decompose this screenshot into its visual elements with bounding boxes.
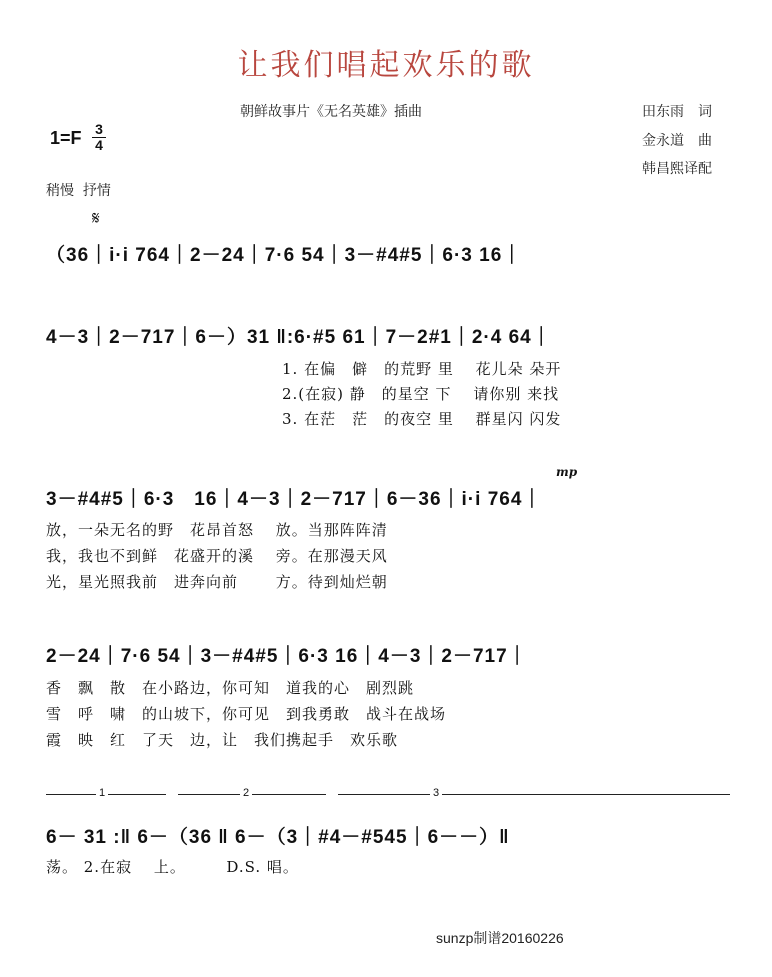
staff-line-1: （36｜i·i 764｜2－24｜7·6 54｜3－#4#5｜6·3 16｜ bbox=[46, 245, 523, 266]
lyric-line: 放，一朵无名的野 花昂首怒 放。当那阵阵清 bbox=[46, 521, 388, 539]
staff-line-4: 2－24｜7·6 54｜3－#4#5｜6·3 16｜4－3｜2－717｜ bbox=[46, 646, 528, 667]
composer-credit: 金永道 曲 bbox=[642, 133, 712, 149]
translator-credit: 韩昌熙译配 bbox=[642, 161, 712, 177]
volta-number: 2 bbox=[240, 787, 252, 799]
volta-number: 1 bbox=[96, 787, 108, 799]
time-sig-bottom: 4 bbox=[92, 137, 106, 153]
staff-line-3: 3－#4#5｜6·3 16｜4－3｜2－717｜6－36｜i·i 764｜ bbox=[46, 489, 543, 510]
song-title: 让我们唱起欢乐的歌 bbox=[237, 48, 535, 83]
lyric-line: 霞 映 红 了天 边，让 我们携起手 欢乐歌 bbox=[46, 731, 399, 749]
lyric-line: 香 飘 散 在小路边，你可知 道我的心 剧烈跳 bbox=[46, 679, 415, 697]
segno-icon: 𝄋 bbox=[92, 208, 100, 229]
dynamic-marking: mp bbox=[556, 465, 578, 479]
staff-line-5: 6－ 31 :‖ 6－（36 ‖ 6－（3｜#4－#545｜6－－）‖ bbox=[46, 827, 510, 848]
time-signature bbox=[92, 122, 106, 153]
time-sig-top: 3 bbox=[95, 121, 103, 137]
lyric-line: 2.(在寂) 静 的星空 下 请你别 来找 bbox=[282, 385, 560, 403]
lyric-line: 荡。 2.在寂 上。 D.S. 唱。 bbox=[46, 858, 299, 876]
tempo-marking: 稍慢 抒情 bbox=[46, 183, 111, 199]
lyric-line: 我，我也不到鲜 花盛开的溪 旁。在那漫天风 bbox=[46, 547, 388, 565]
lyric-line: 3. 在茫 茫 的夜空 里 群星闪 闪发 bbox=[282, 410, 562, 428]
key-signature: 1=F bbox=[50, 128, 82, 148]
lyricist-credit: 田东雨 词 bbox=[642, 104, 712, 120]
lyric-line: 光，星光照我前 进奔向前 方。待到灿烂朝 bbox=[46, 573, 388, 591]
staff-line-2: 4－3｜2－717｜6－）31 ‖:6·#5 61｜7－2#1｜2·4 64｜ bbox=[46, 327, 552, 348]
volta-number: 3 bbox=[430, 787, 442, 799]
lyric-line: 雪 呼 啸 的山坡下，你可见 到我勇敢 战斗在战场 bbox=[46, 705, 447, 723]
footer-credit: sunzp制谱20160226 bbox=[436, 930, 564, 946]
volta-bracket-3 bbox=[338, 794, 730, 795]
song-subtitle: 朝鲜故事片《无名英雄》插曲 bbox=[240, 104, 422, 120]
lyric-line: 1. 在偏 僻 的荒野 里 花儿朵 朵开 bbox=[282, 360, 562, 378]
